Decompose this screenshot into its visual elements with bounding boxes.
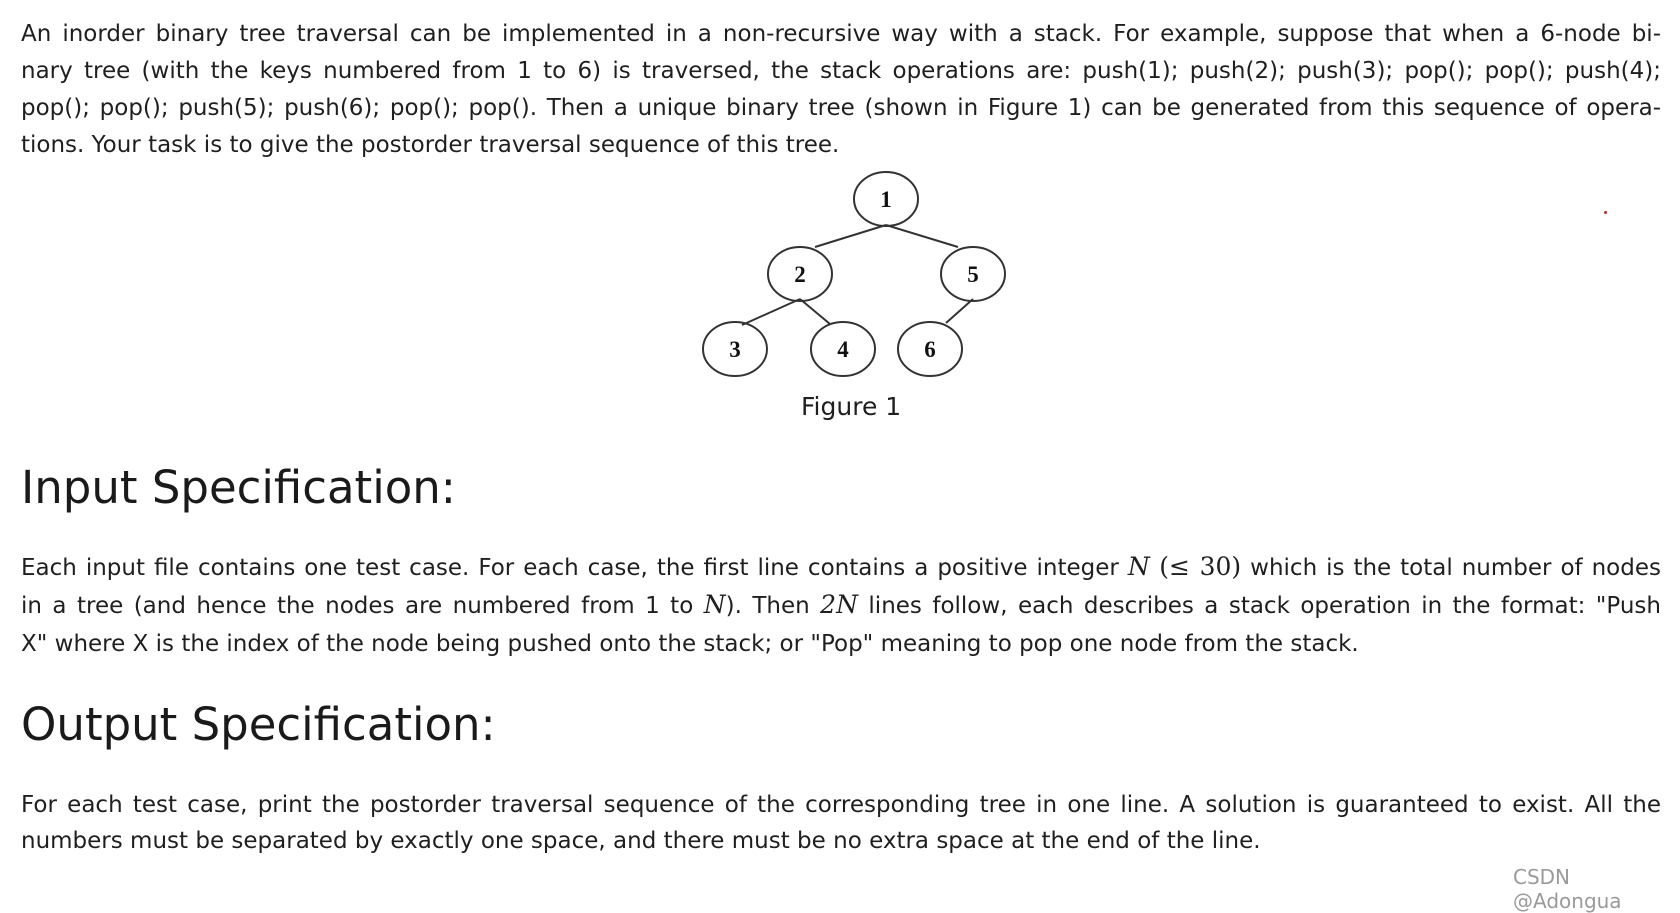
watermark: CSDN @Adongua [1513, 865, 1622, 913]
text: which is the total number of nodes [1241, 555, 1661, 581]
text: in a tree (and hence the nodes are numbered from 1 to [21, 593, 704, 619]
input-spec-line: X" where X is the index of the node being pushed onto the stack; or "Pop" meaning to pop one node from the stack. [21, 631, 1359, 657]
math: (≤ 30) [1149, 552, 1242, 581]
output-spec-line: numbers must be separated by exactly one space, and there must be no extra space at the end of the line. [21, 828, 1261, 854]
binary-tree-figure [690, 165, 1020, 385]
intro-line: nary tree (with the keys numbered from 1 to 6) is traversed, the stack operations are: push(1); push(2); push(3); pop(); pop(); push(4); [21, 58, 1661, 84]
intro-line: An inorder binary tree traversal can be implemented in a non-recursive way with a stack. For example, suppose that when a 6-node bi- [21, 21, 1661, 47]
text: ). Then [725, 593, 821, 619]
intro-line: tions. Your task is to give the postorder traversal sequence of this tree. [21, 132, 840, 158]
text: Each input file contains one test case. For each case, the first line contains a positive integer [21, 555, 1128, 581]
red-dot-mark [1604, 211, 1607, 214]
math: 2N [820, 590, 858, 619]
tree-node-label: 3 [729, 337, 741, 362]
tree-node-label: 5 [967, 262, 979, 287]
text: lines follow, each describes a stack operation in the format: "Push [857, 593, 1661, 619]
tree-node-label: 2 [794, 262, 806, 287]
input-spec-heading: Input Specification: [21, 461, 456, 514]
input-spec-line [21, 590, 1661, 621]
math: N [1127, 552, 1150, 581]
output-spec-heading: Output Specification: [21, 698, 496, 751]
math: N [703, 590, 726, 619]
input-spec-line [21, 552, 1661, 583]
figure-caption: Figure 1 [801, 392, 902, 421]
tree-node-label: 4 [837, 337, 849, 362]
intro-line: pop(); pop(); push(5); push(6); pop(); pop(). Then a unique binary tree (shown in Figure 1) can be generated from this sequence of opera- [21, 95, 1661, 121]
tree-node-label: 6 [924, 337, 936, 362]
tree-node-label: 1 [880, 187, 892, 212]
output-spec-line: For each test case, print the postorder traversal sequence of the corresponding tree in one line. A solution is guaranteed to exist. All the [21, 792, 1661, 818]
